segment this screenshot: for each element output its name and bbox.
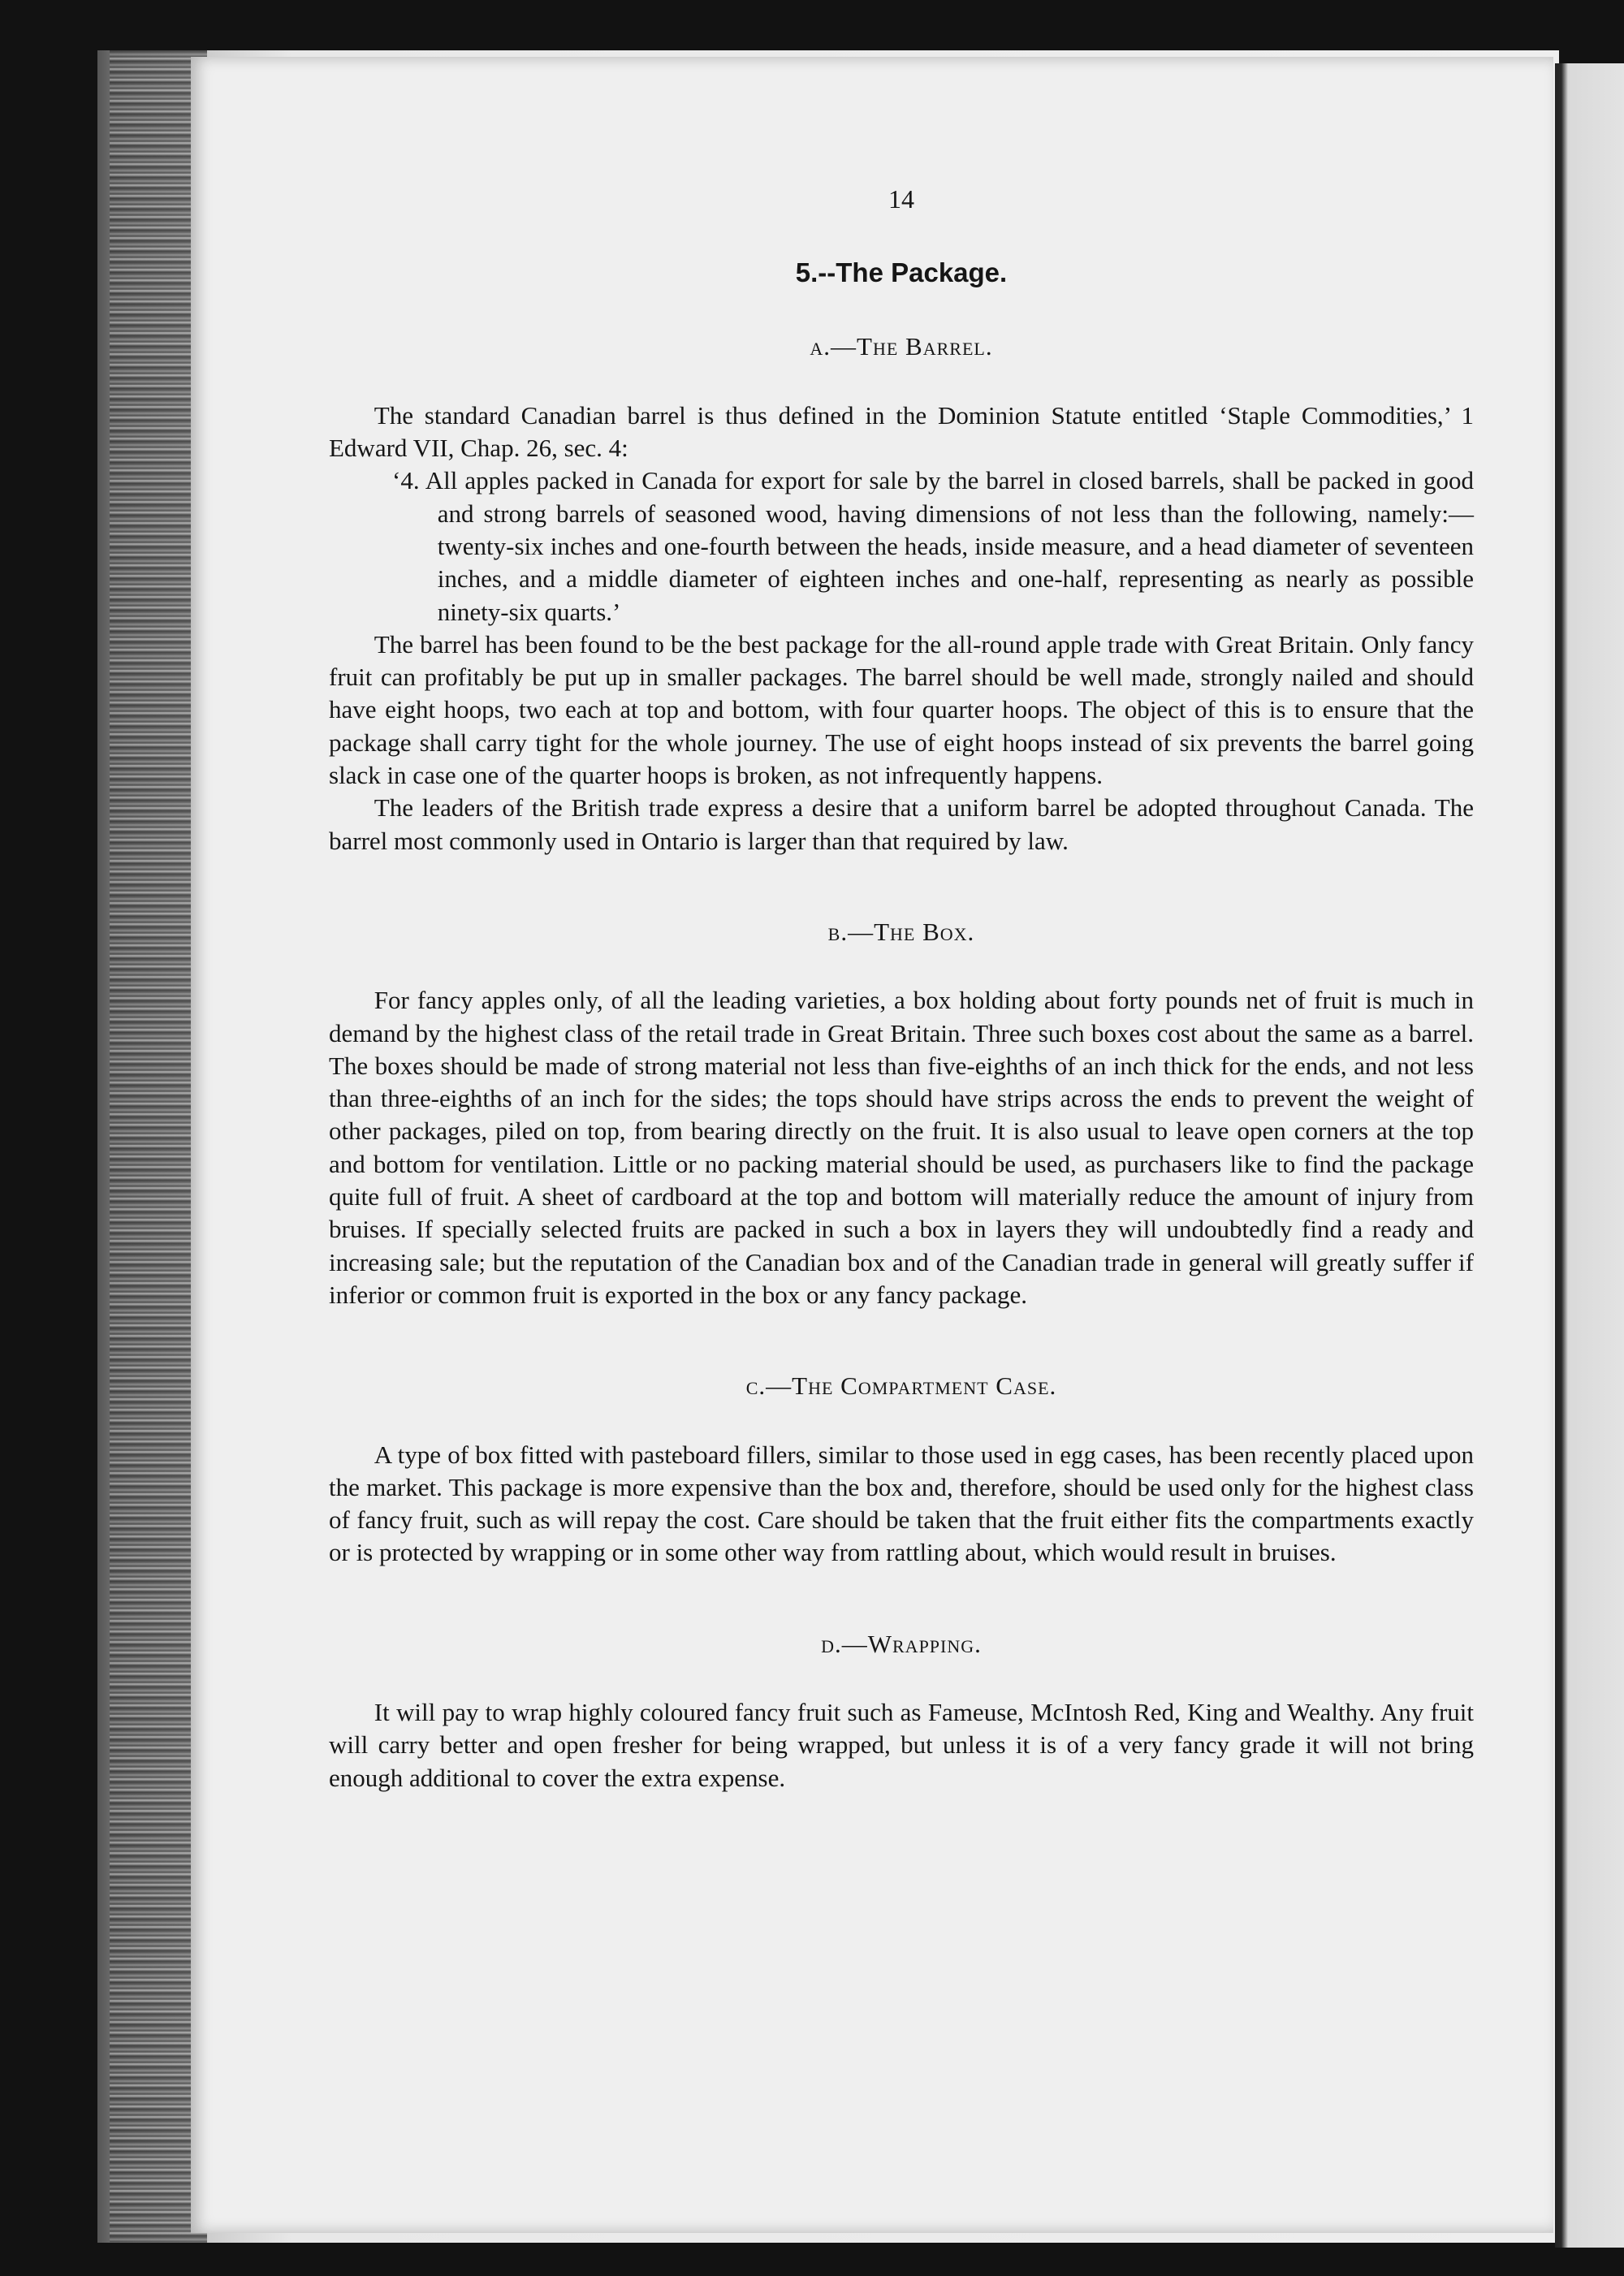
section-gap: [329, 1311, 1474, 1370]
adjacent-page-edge: [1555, 63, 1624, 2248]
barrel-intro-paragraph: The standard Canadian barrel is thus defined in the Dominion Statute entitled ‘Staple Commodities,’ 1 Edward VII, Chap. 26, sec. 4:: [329, 400, 1474, 463]
subheading-box: b.—The Box.: [827, 917, 975, 946]
barrel-paragraph-1: The barrel has been found to be the best package for the all-round apple trade with Great Britain. Only fancy fruit can profitably be put up in smaller packages. The barrel should be well made, strongly nailed and should have eight hoops, two each at top and bottom, with four quarter hoops. The object of this is to ensure that the package shall carry tight for the whole journey. The use of eight hoops instead of six prevents the barrel going slack in case one of the quarter hoops is broken, as not infrequently happens.: [329, 629, 1474, 790]
barrel-paragraph-2: The leaders of the British trade express a desire that a uniform barrel be adopted throughout Canada. The barrel most commonly used in Ontario is larger than that required by law.: [329, 793, 1474, 855]
section-gap: [329, 857, 1474, 916]
subheading-compartment-case: c.—The Compartment Case.: [745, 1371, 1057, 1401]
barrel-statute-quote: ‘4. All apples packed in Canada for export for sale by the barrel in closed barrels, shall be packed in good and strong barrels of seasoned wood, having dimensions of not less than the following, namely:—twenty-six inches and one-fourth between the heads, inside measure, and a head diameter of seventeen inches, and a middle diameter of eighteen inches and one-half, representing as nearly as possible ninety-six quarts.’: [392, 466, 1474, 626]
page-content: [329, 183, 1474, 1794]
subheading-wrapping: d.—Wrapping.: [821, 1629, 982, 1658]
box-paragraph: For fancy apples only, of all the leading varieties, a box holding about forty pounds net of fruit is much in demand by the highest class of the retail trade in Great Britain. Three such boxes cost about the same as a barrel. The boxes should be made of strong material not less than five-eighths of an inch thick for the ends, and not less than three-eighths of an inch for the sides; the tops should have strips across the ends to prevent the weight of other packages, piled on top, from bearing directly on the fruit. It is also usual to leave open corners at the top and bottom for ventilation. Little or no packing material should be used, as purchasers like to find the package quite full of fruit. A sheet of cardboard at the top and bottom will materially reduce the amount of injury from bruises. If specially selected fruits are packed in such a box in layers they will undoubtedly find a ready and increasing sale; but the reputation of the Canadian box and of the Canadian trade in general will greatly suffer if inferior or common fruit is exported in the box or any fancy package.: [329, 986, 1474, 1309]
section-title: 5.--The Package.: [795, 257, 1008, 287]
section-gap: [329, 1570, 1474, 1628]
page-number: 14: [888, 184, 914, 214]
subheading-barrel: a.—The Barrel.: [810, 332, 993, 361]
wrapping-paragraph: It will pay to wrap highly coloured fancy fruit such as Fameuse, McIntosh Red, King and Wealthy. Any fruit will carry better and open fresher for being wrapped, but unless it is of a very fancy grade it will not bring enough additional to cover the extra expense.: [329, 1697, 1474, 1792]
compartment-paragraph: A type of box fitted with pasteboard fillers, similar to those used in egg cases, has been recently placed upon the market. This package is more expensive than the box and, therefore, should be used only for the highest class of fancy fruit, such as will repay the cost. Care should be taken that the fruit either fits the compartments exactly or is protected by wrapping or in some other way from rattling about, which would result in bruises.: [329, 1440, 1474, 1567]
